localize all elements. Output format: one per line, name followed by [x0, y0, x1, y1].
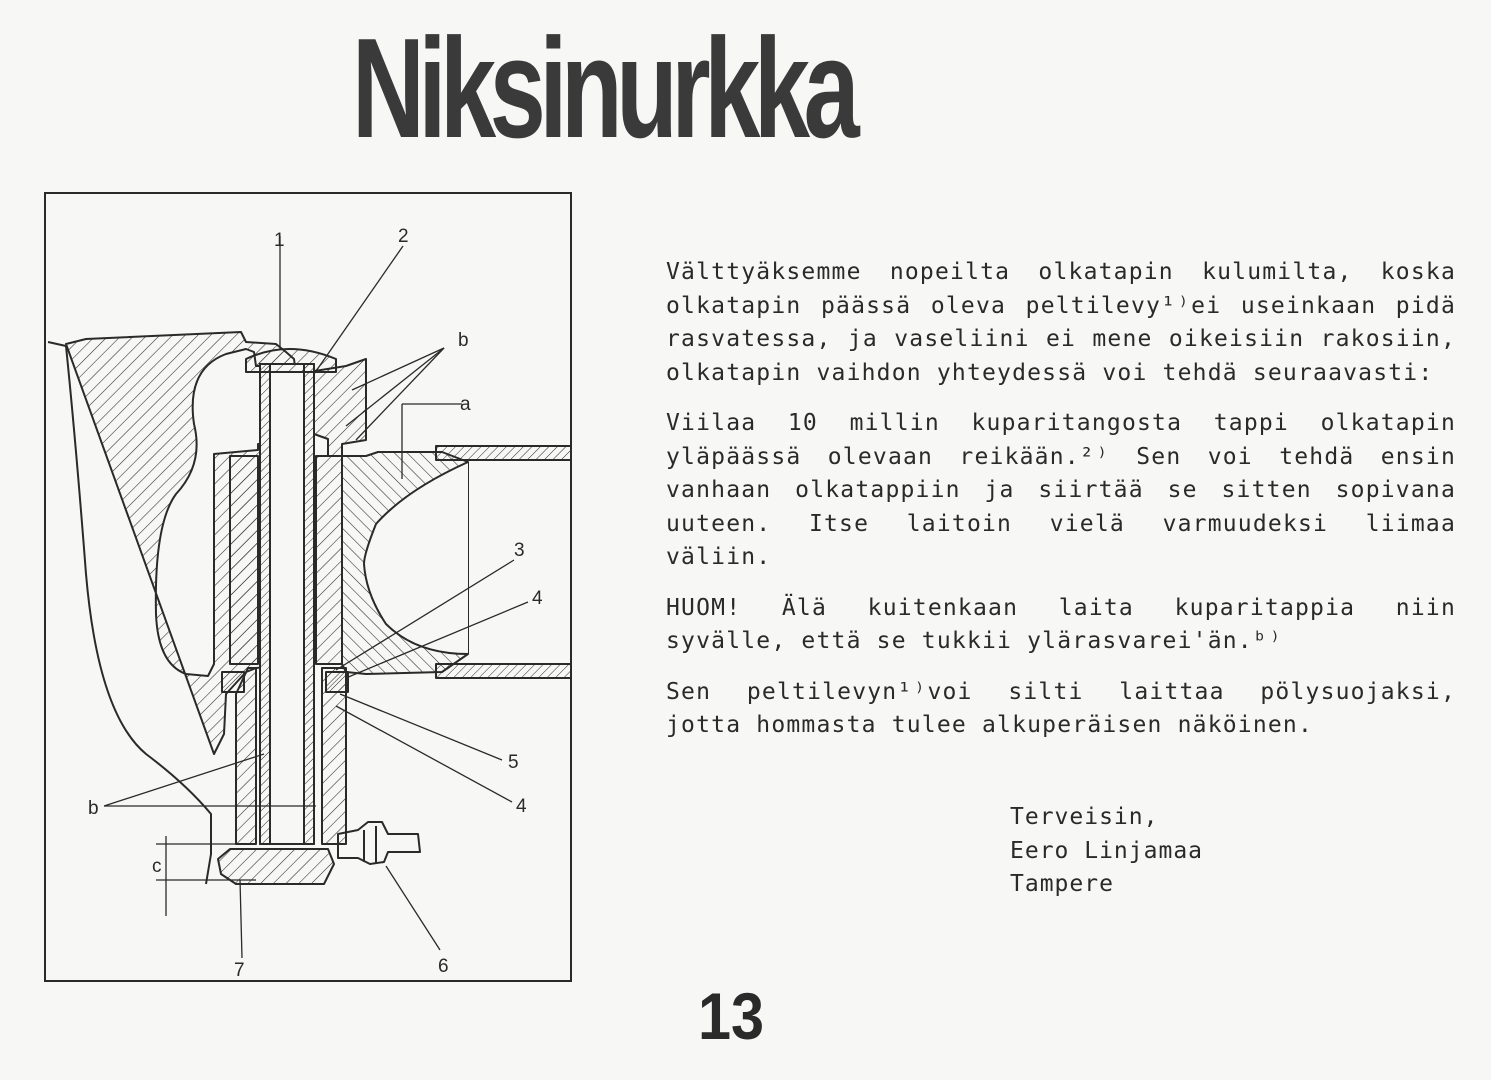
- callout-c: c: [152, 856, 162, 877]
- page-title: Niksinurkka: [352, 9, 854, 168]
- paragraph-warning: HUOM! Älä kuitenkaan laita kuparitappia niin syvälle, että se tukkii ylärasvarei'än.ᵇ⁾: [666, 594, 1456, 654]
- page-number: 13: [698, 979, 765, 1053]
- signoff-greeting: Terveisin,: [1010, 804, 1159, 830]
- callout-4-lower: 4: [516, 796, 527, 817]
- callout-1: 1: [274, 230, 285, 251]
- callout-2: 2: [398, 226, 409, 247]
- signoff: [1010, 801, 1203, 902]
- callout-5: 5: [508, 752, 519, 773]
- paragraph-intro: Välttyäksemme nopeilta olkatapin kulumilta, koska olkatapin päässä oleva peltilevy¹⁾ei useinkaan pidä rasvatessa, ja vaseliini ei mene oikeisiin rakosiin, olkatapin vaihdon yhteydessä voi tehdä seuraavasti:: [666, 259, 1456, 386]
- paragraph-dust-cover: Sen peltilevyn¹⁾voi silti laittaa pölysuojaksi, jotta hommasta tulee alkuperäisen näköinen.: [666, 678, 1456, 738]
- callout-3: 3: [514, 540, 525, 561]
- callout-a: a: [460, 394, 471, 415]
- signoff-city: Tampere: [1010, 871, 1114, 897]
- signoff-name: Eero Linjamaa: [1010, 837, 1204, 864]
- callout-b-bottom: b: [88, 798, 99, 819]
- cross-section-figure: [44, 192, 572, 982]
- callout-b-top: b: [458, 330, 469, 351]
- callout-6: 6: [438, 956, 449, 977]
- kingpin-cross-section-drawing: [46, 194, 572, 982]
- callout-4-upper: 4: [532, 588, 543, 609]
- callout-7: 7: [234, 960, 245, 981]
- paragraph-instructions: Viilaa 10 millin kuparitangosta tappi olkatapin yläpäässä olevaan reikään.²⁾ Sen voi tehdä ensin vanhaan olkatappiin ja siirtää se sitten sopivana uuteen. Itse laitoin vielä varmuudeksi liimaa väliin.: [666, 410, 1456, 570]
- article-body: [666, 256, 1456, 760]
